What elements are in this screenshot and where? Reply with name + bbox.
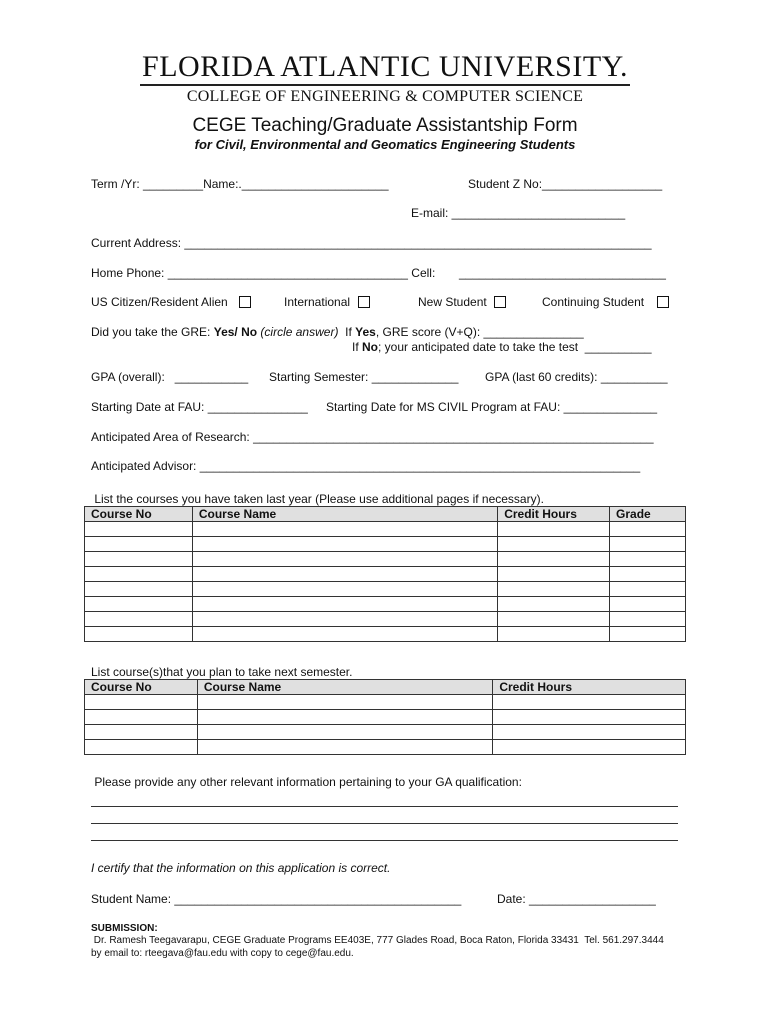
advisor-field[interactable]: Anticipated Advisor: __________________________________________________________________ (91, 459, 641, 473)
student-z-field[interactable]: Student Z No:__________________ (468, 177, 663, 191)
table-cell[interactable] (610, 582, 686, 597)
table-row (85, 740, 686, 755)
other-info-line[interactable] (91, 823, 678, 824)
table-cell[interactable] (498, 612, 610, 627)
table-cell[interactable] (192, 567, 497, 582)
other-info-prompt: Please provide any other relevant information pertaining to your GA qualification: (91, 775, 522, 789)
international-label: International (284, 295, 351, 309)
table-cell[interactable] (192, 627, 497, 642)
planned-courses-table (84, 679, 686, 755)
submission-label: SUBMISSION: (91, 923, 158, 934)
term-name-field[interactable]: Term /Yr: _________Name:.______________________ (91, 177, 389, 191)
starting-semester-field[interactable]: Starting Semester: _____________ (269, 370, 459, 384)
table-cell[interactable] (498, 627, 610, 642)
us-citizen-label: US Citizen/Resident Alien (91, 295, 228, 309)
university-logo-name: FLORIDA ATLANTIC UNIVERSITY. (142, 50, 628, 83)
form-subtitle: for Civil, Environmental and Geomatics Engineering Students (194, 137, 576, 152)
table-cell[interactable] (498, 567, 610, 582)
us-citizen-checkbox[interactable] (239, 296, 251, 308)
table-row (85, 627, 686, 642)
table-cell[interactable] (85, 597, 193, 612)
continuing-student-label: Continuing Student (542, 295, 645, 309)
table-cell[interactable] (610, 627, 686, 642)
table-row (85, 695, 686, 710)
col-course-no: Course No (85, 680, 198, 695)
table-cell[interactable] (493, 740, 686, 755)
table-cell[interactable] (610, 522, 686, 537)
gre-score-field[interactable]: , GRE score (V+Q): _______________ (375, 325, 584, 339)
table-row (85, 597, 686, 612)
planned-courses-caption: List course(s)that you plan to take next semester. (91, 665, 353, 679)
table-cell[interactable] (610, 597, 686, 612)
table-row (85, 725, 686, 740)
table-cell[interactable] (192, 552, 497, 567)
table-cell[interactable] (192, 597, 497, 612)
starting-ms-date-field[interactable]: Starting Date for MS CIVIL Program at FAU: ______________ (326, 400, 658, 414)
table-cell[interactable] (85, 740, 198, 755)
col-course-name: Course Name (197, 680, 492, 695)
table-row (85, 612, 686, 627)
table-cell[interactable] (192, 522, 497, 537)
table-cell[interactable] (498, 552, 610, 567)
table-cell[interactable] (85, 725, 198, 740)
gre-question[interactable] (91, 325, 584, 339)
international-checkbox[interactable] (358, 296, 370, 308)
form-title: CEGE Teaching/Graduate Assistantship Form (192, 115, 578, 136)
table-cell[interactable] (85, 710, 198, 725)
table-cell[interactable] (610, 552, 686, 567)
gre-if: If (338, 325, 356, 339)
col-course-no: Course No (85, 507, 193, 522)
courses-taken-caption: List the courses you have taken last year (Please use additional pages if necessary). (91, 492, 544, 506)
table-cell[interactable] (498, 597, 610, 612)
research-area-field[interactable]: Anticipated Area of Research: ____________________________________________________________ (91, 430, 654, 444)
submission-email: by email to: rteegava@fau.edu with copy to cege@fau.edu. (91, 948, 354, 959)
gpa-overall-field[interactable]: GPA (overall): ___________ (91, 370, 249, 384)
starting-date-field[interactable]: Starting Date at FAU: _______________ (91, 400, 308, 414)
table-cell[interactable] (85, 582, 193, 597)
college-name: COLLEGE OF ENGINEERING & COMPUTER SCIENCE (186, 88, 584, 105)
other-info-line[interactable] (91, 806, 678, 807)
table-cell[interactable] (197, 740, 492, 755)
new-student-label: New Student (418, 295, 487, 309)
other-info-line[interactable] (91, 840, 678, 841)
table-cell[interactable] (197, 710, 492, 725)
table-cell[interactable] (85, 627, 193, 642)
submission-address: Dr. Ramesh Teegavarapu, CEGE Graduate Programs EE403E, 777 Glades Road, Boca Raton, Florida 33431 Tel. 561.297.3444 (91, 935, 664, 946)
gre-anticipated-line[interactable] (352, 340, 652, 354)
table-cell[interactable] (192, 612, 497, 627)
table-cell[interactable] (498, 537, 610, 552)
table-cell[interactable] (197, 725, 492, 740)
date-field[interactable]: Date: ___________________ (497, 892, 656, 906)
table-row (85, 552, 686, 567)
table-cell[interactable] (610, 537, 686, 552)
table-cell[interactable] (85, 552, 193, 567)
continuing-student-checkbox[interactable] (657, 296, 669, 308)
table-cell[interactable] (192, 582, 497, 597)
table-cell[interactable] (498, 582, 610, 597)
cell-field[interactable]: _______________________________ (459, 266, 666, 280)
table-cell[interactable] (498, 522, 610, 537)
gre-yes: Yes (355, 325, 376, 339)
home-phone-field[interactable]: Home Phone: ____________________________________ Cell: (91, 266, 436, 280)
col-course-name: Course Name (192, 507, 497, 522)
gre-anticipated-field[interactable]: ; your anticipated date to take the test __________ (378, 340, 652, 354)
table-cell[interactable] (85, 522, 193, 537)
table-row (85, 567, 686, 582)
table-cell[interactable] (610, 567, 686, 582)
table-cell[interactable] (85, 537, 193, 552)
gre-circle-hint: (circle answer) (257, 325, 339, 339)
table-cell[interactable] (493, 710, 686, 725)
table-cell[interactable] (493, 695, 686, 710)
logo-rule-divider (140, 84, 630, 86)
table-cell[interactable] (197, 695, 492, 710)
table-cell[interactable] (85, 567, 193, 582)
new-student-checkbox[interactable] (494, 296, 506, 308)
table-row (85, 582, 686, 597)
table-cell[interactable] (85, 612, 193, 627)
col-credit-hours: Credit Hours (493, 680, 686, 695)
gre-no: No (362, 340, 379, 354)
table-cell[interactable] (85, 695, 198, 710)
gpa-last60-field[interactable]: GPA (last 60 credits): __________ (485, 370, 668, 384)
courses-taken-table (84, 506, 686, 642)
certification-statement: I certify that the information on this application is correct. (91, 861, 391, 875)
email-field[interactable]: E-mail: __________________________ (411, 206, 626, 220)
gre-yes-no[interactable]: Yes/ No (213, 325, 258, 339)
table-row (85, 710, 686, 725)
student-name-signature-field[interactable]: Student Name: ___________________________________________ (91, 892, 462, 906)
gre-if2: If (352, 340, 363, 354)
table-cell[interactable] (493, 725, 686, 740)
table-row (85, 522, 686, 537)
table-cell[interactable] (192, 537, 497, 552)
table-row (85, 537, 686, 552)
current-address-field[interactable]: Current Address: ______________________________________________________________________ (91, 236, 652, 250)
table-cell[interactable] (610, 612, 686, 627)
col-credit-hours: Credit Hours (498, 507, 610, 522)
col-grade: Grade (610, 507, 686, 522)
gre-prefix: Did you take the GRE: (91, 325, 214, 339)
